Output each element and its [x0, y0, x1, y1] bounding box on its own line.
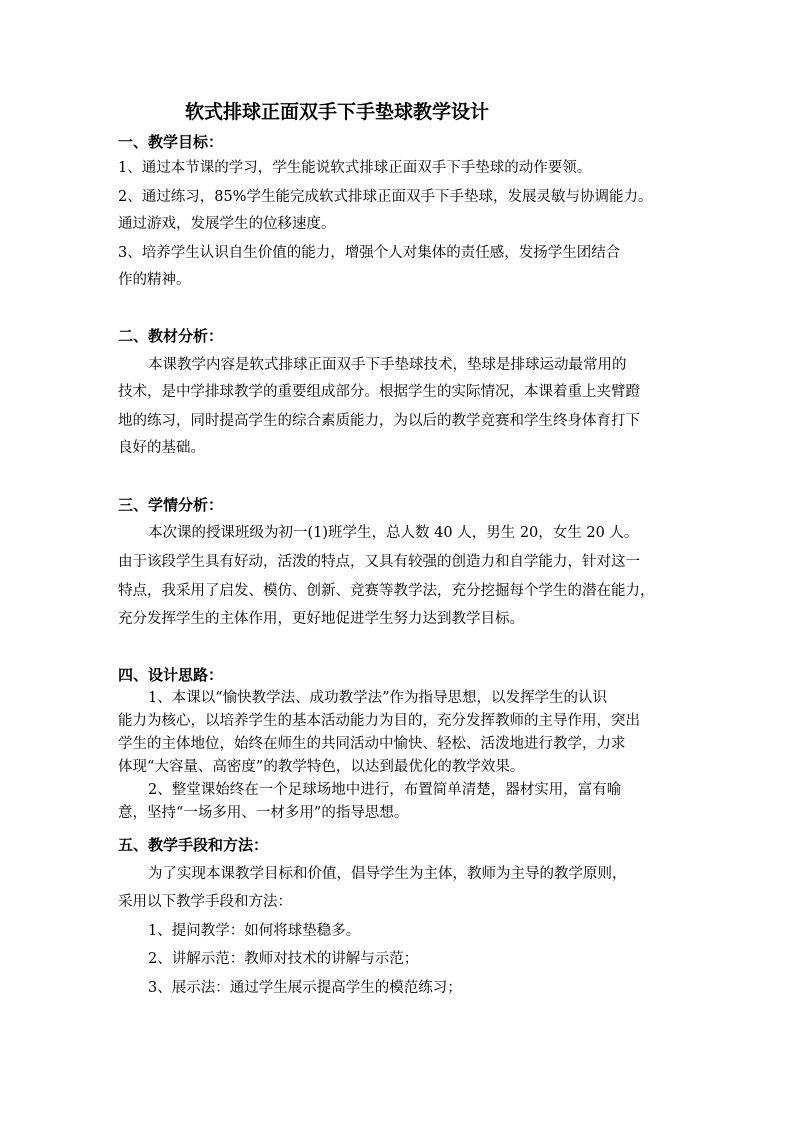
document-title: 软式排球正面双手下手垫球教学设计 [185, 101, 490, 123]
paragraph-line: 为了实现本课教学目标和价值，倡导学生为主体，教师为主导的教学原则， [148, 866, 627, 882]
section-heading-objectives: 一、教学目标： [118, 133, 224, 151]
paragraph-line: 通过游戏，发展学生的位移速度。 [118, 216, 336, 232]
paragraph-line: 能力为核心，以培养学生的基本活动能力为目的，充分发挥教师的主导作用，突出 [118, 713, 640, 729]
paragraph-line: 充分发挥学生的主体作用，更好地促进学生努力达到教学目标。 [118, 611, 524, 627]
section-heading-material-analysis: 二、教材分析： [118, 327, 224, 345]
paragraph-line: 特点，我采用了启发、模仿、创新、竞赛等教学法，充分挖掘每个学生的潜在能力， [118, 583, 655, 599]
paragraph-line: 地的练习，同时提高学生的综合素质能力，为以后的教学竞赛和学生终身体育打下 [118, 413, 640, 429]
paragraph-line: 意，坚持“一场多用、一材多用”的指导思想。 [118, 805, 409, 821]
paragraph-line: 1、提问教学：如何将球垫稳多。 [148, 923, 361, 939]
paragraph-line: 2、整堂课始终在一个足球场地中进行，布置简单清楚，器材实用，富有喻 [148, 782, 622, 798]
paragraph-line: 2、讲解示范：教师对技术的讲解与示范； [148, 951, 419, 967]
paragraph-line: 本次课的授课班级为初一(1)班学生，总人数 40 人，男生 20，女生 20 人。 [148, 525, 639, 541]
paragraph-line: 良好的基础。 [118, 440, 205, 456]
paragraph-line: 采用以下教学手段和方法： [118, 894, 292, 910]
section-heading-design-ideas: 四、设计思路： [118, 666, 224, 684]
paragraph-line: 体现“大容量、高密度”的教学特色，以达到最优化的教学效果。 [118, 759, 525, 775]
paragraph-line: 本课教学内容是软式排球正面双手下手垫球技术，垫球是排球运动最常用的 [148, 357, 627, 373]
paragraph-line: 由于该段学生具有好动，活泼的特点，又具有较强的创造力和自学能力，针对这一 [118, 554, 640, 570]
paragraph-line: 学生的主体地位，始终在师生的共同活动中愉快、轻松、活泼地进行教学，力求 [118, 736, 626, 752]
paragraph-line: 1、通过本节课的学习，学生能说软式排球正面双手下手垫球的动作要领。 [118, 160, 592, 176]
paragraph-line: 3、展示法：通过学生展示提高学生的模范练习； [148, 980, 462, 996]
paragraph-line: 作的精神。 [118, 272, 191, 288]
paragraph-line: 1、本课以“愉快教学法、成功教学法”作为指导思想，以发挥学生的认识 [148, 690, 608, 706]
section-heading-methods: 五、教学手段和方法： [118, 836, 269, 854]
section-heading-student-analysis: 三、学情分析： [118, 496, 224, 514]
paragraph-line: 3、培养学生认识自生价值的能力，增强个人对集体的责任感，发扬学生团结合 [118, 245, 621, 261]
paragraph-line: 2、通过练习，85%学生能完成软式排球正面双手下手垫球，发展灵敏与协调能力。 [118, 189, 653, 205]
paragraph-line: 技术，是中学排球教学的重要组成部分。根据学生的实际情况，本课着重上夹臂蹬 [118, 384, 640, 400]
